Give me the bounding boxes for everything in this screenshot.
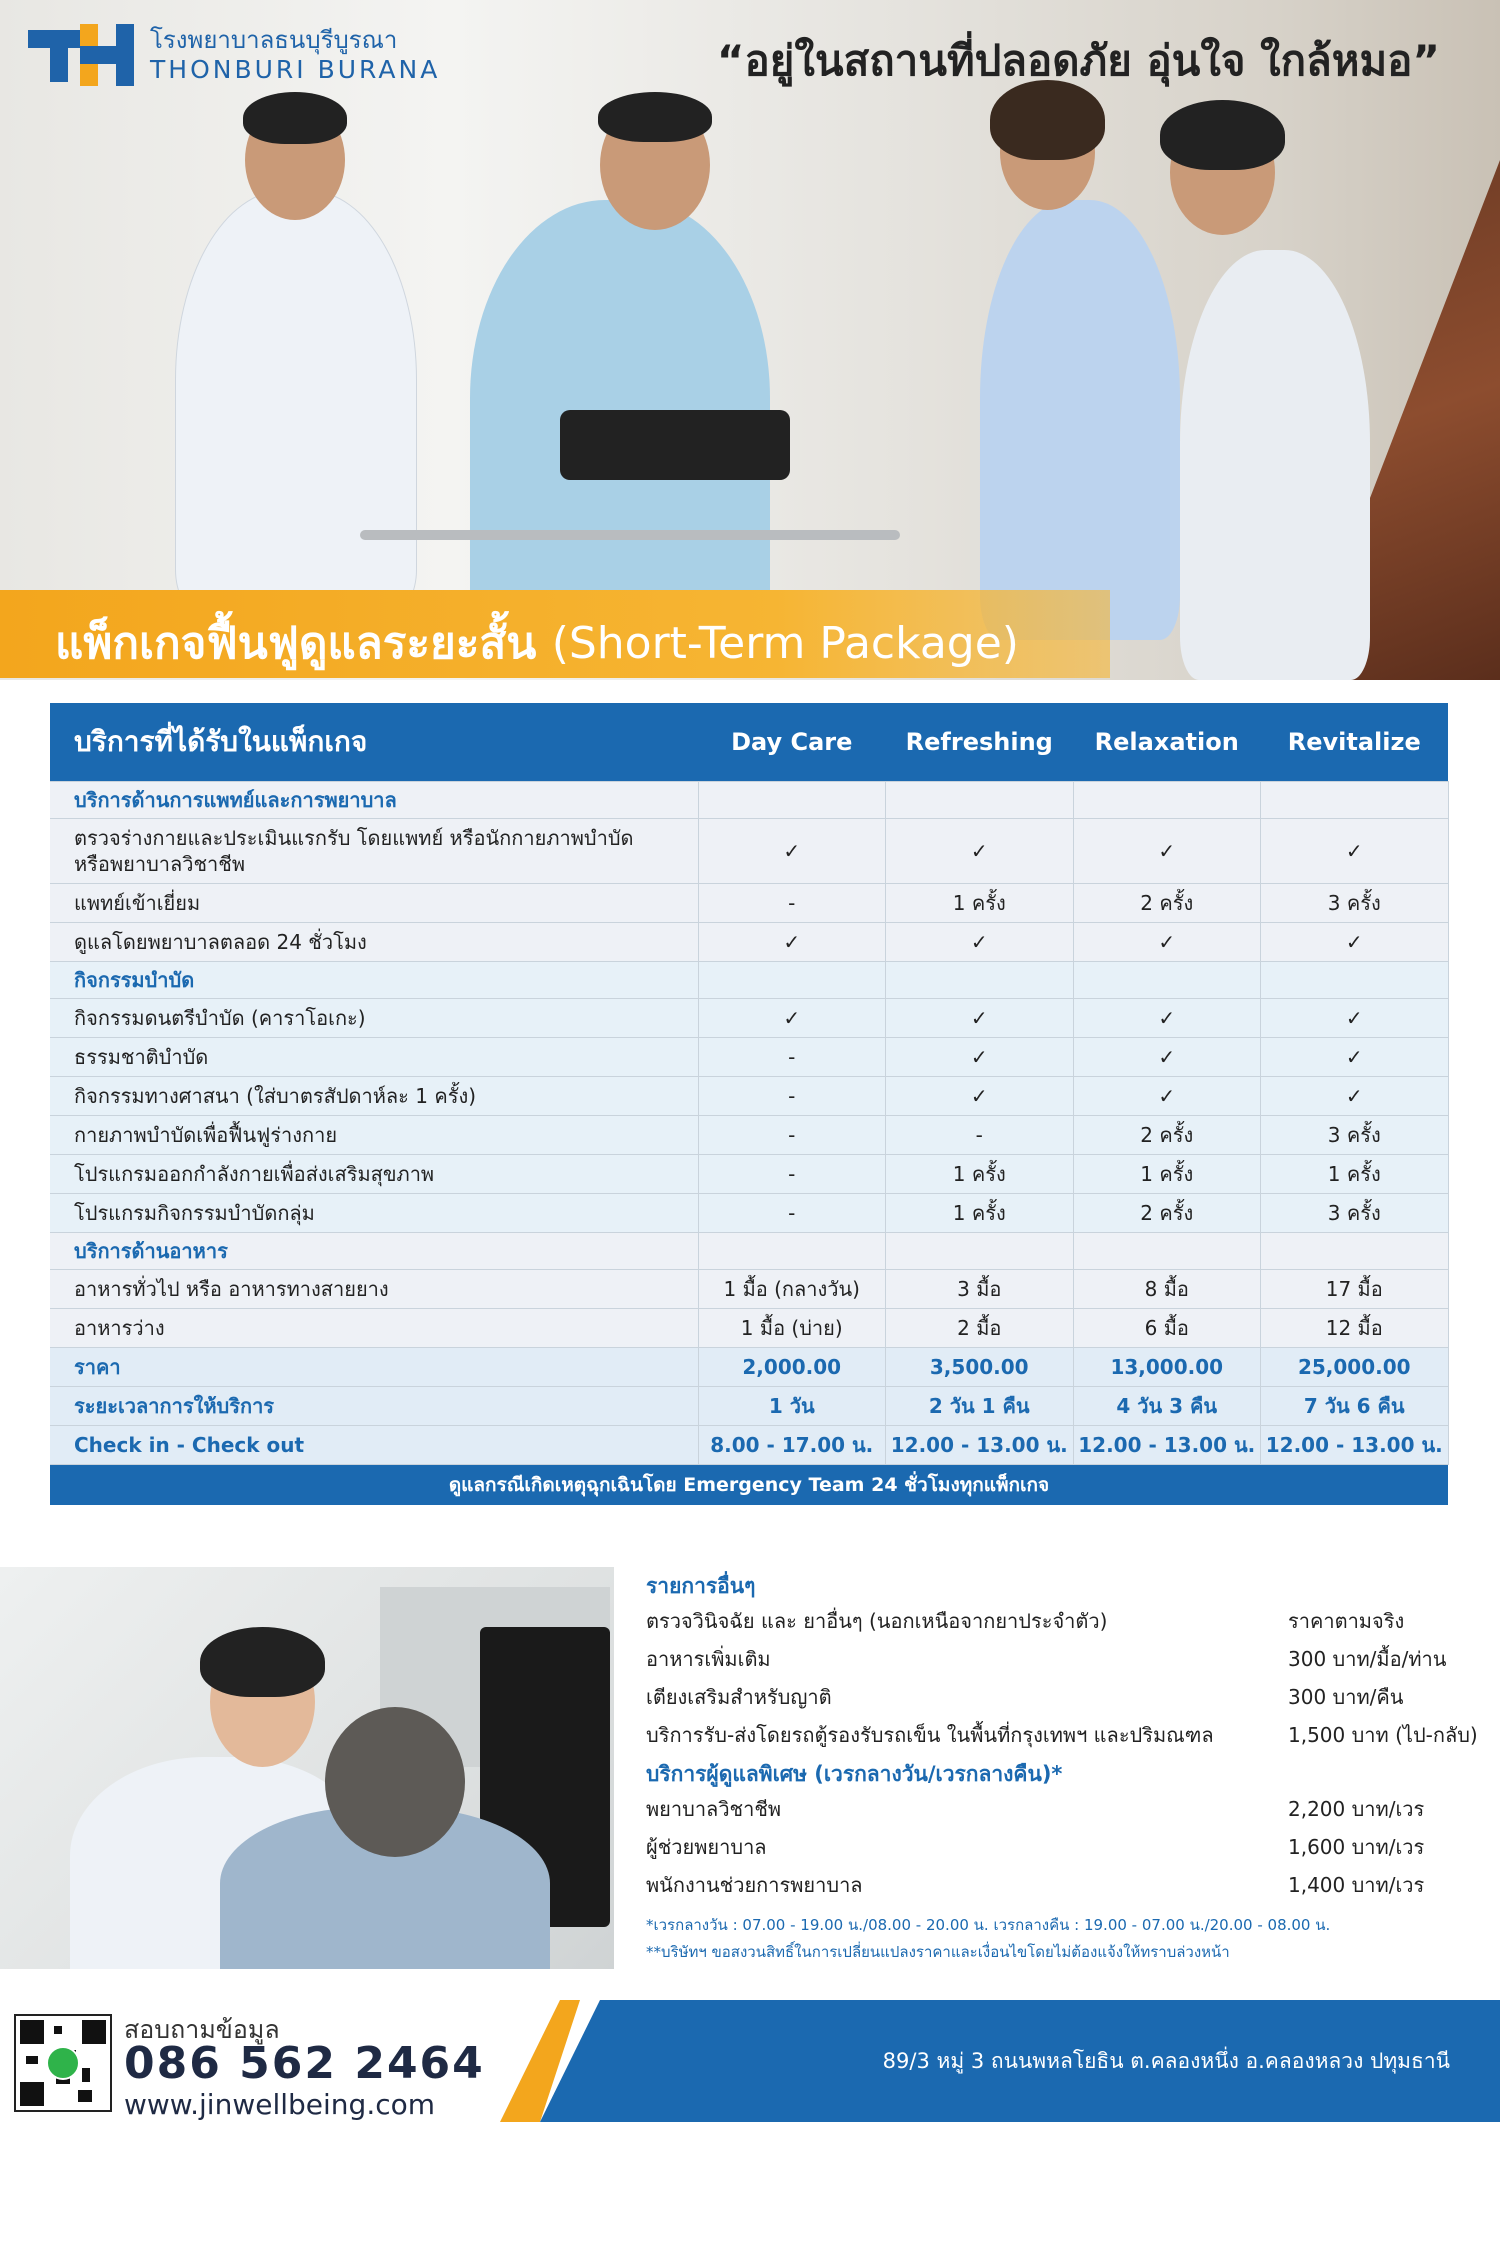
column-header-refreshing: Refreshing [886,703,1074,782]
special-care-title: บริการผู้ดูแลพิเศษ (เวรกลางวัน/เวรกลางคืน)* [646,1762,1063,1786]
disclaimer-note: **บริษัทฯ ขอสงวนสิทธิ์ในการเปลี่ยนแปลงราคาและเงื่อนไขโดยไม่ต้องแจ้งให้ทราบล่วงหน้า [646,1943,1230,1961]
package-title-english: (Short-Term Package) [551,618,1019,669]
website-link[interactable]: www.jinwellbeing.com [124,2088,436,2121]
column-header-relaxation: Relaxation [1073,703,1261,782]
section-header-medical: บริการด้านการแพทย์และการพยาบาล [50,782,1448,819]
slogan: “อยู่ในสถานที่ปลอดภัย อุ่นใจ ใกล้หมอ” [716,36,1440,85]
table-row: อาหารว่าง 1 มื้อ (บ่าย) 2 มื้อ 6 มื้อ 12 มื้อ [50,1309,1448,1348]
table-header-row [50,703,1448,782]
list-item: ตรวจวินิจฉัย และ ยาอื่นๆ (นอกเหนือจากยาประจำตัว) ราคาตามจริง [646,1609,1405,1633]
table-row: ดูแลโดยพยาบาลตลอด 24 ชั่วโมง ✓ ✓ ✓ ✓ [50,923,1448,962]
package-title-thai: แพ็กเกจฟื้นฟูดูแลระยะสั้น [55,618,537,669]
extras-title: รายการอื่นๆ [646,1574,756,1598]
table-row: ธรรมชาติบำบัด - ✓ ✓ ✓ [50,1038,1448,1077]
table-row: แพทย์เข้าเยี่ยม - 1 ครั้ง 2 ครั้ง 3 ครั้ง [50,884,1448,923]
section-header-food: บริการด้านอาหาร [50,1233,1448,1270]
table-row: กิจกรรมทางศาสนา (ใส่บาตรสัปดาห์ละ 1 ครั้ง) - ✓ ✓ ✓ [50,1077,1448,1116]
hospital-logo [28,24,440,86]
logo-mark-icon [28,24,138,86]
table-row: ตรวจร่างกายและประเมินแรกรับ โดยแพทย์ หรือนักกายภาพบำบัด หรือพยาบาลวิชาชีพ ✓ ✓ ✓ ✓ [50,819,1448,884]
consultation-photo [0,1567,614,1969]
checkin-row: Check in - Check out 8.00 - 17.00 น. 12.00 - 13.00 น. 12.00 - 13.00 น. 12.00 - 13.00 น. [50,1426,1448,1465]
logo-text-english: THONBURI BURANA [150,55,441,84]
table-row: กิจกรรมดนตรีบำบัด (คาราโอเกะ) ✓ ✓ ✓ ✓ [50,999,1448,1038]
table-row: โปรแกรมออกกำลังกายเพื่อส่งเสริมสุขภาพ - 1 ครั้ง 1 ครั้ง 1 ครั้ง [50,1155,1448,1194]
section-header-therapy: กิจกรรมบำบัด [50,962,1448,999]
logo-text-thai: โรงพยาบาลธนบุรีบูรณา [150,26,398,54]
mother-figure [1180,250,1370,680]
price-row: ราคา 2,000.00 3,500.00 13,000.00 25,000.00 [50,1348,1448,1387]
package-title [55,608,1019,678]
phone-number[interactable]: 086 562 2464 [124,2038,485,2089]
contact-label: สอบถามข้อมูล [124,2015,280,2044]
list-item: พนักงานช่วยการพยาบาล 1,400 บาท/เวร [646,1873,1425,1897]
doctor-figure [175,190,417,612]
column-header-day-care: Day Care [698,703,886,782]
table-row: อาหารทั่วไป หรือ อาหารทางสายยาง 1 มื้อ (กลางวัน) 3 มื้อ 8 มื้อ 17 มื้อ [50,1270,1448,1309]
qr-code-icon[interactable] [14,2014,112,2112]
package-table [50,703,1448,1505]
line-icon [46,2046,80,2080]
list-item: บริการรับ-ส่งโดยรถตู้รองรับรถเข็น ในพื้นที่กรุงเทพฯ และปริมณฑล 1,500 บาท (ไป-กลับ) [646,1723,1478,1747]
hero-photo [0,0,1500,680]
list-item: อาหารเพิ่มเติม 300 บาท/มื้อ/ท่าน [646,1647,1447,1671]
list-item: เตียงเสริมสำหรับญาติ 300 บาท/คืน [646,1685,1404,1709]
emergency-note: ดูแลกรณีเกิดเหตุฉุกเฉินโดย Emergency Team 24 ชั่วโมงทุกแพ็กเกจ [50,1465,1448,1505]
duration-row: ระยะเวลาการให้บริการ 1 วัน 2 วัน 1 คืน 4 วัน 3 คืน 7 วัน 6 คืน [50,1387,1448,1426]
table-row: กายภาพบำบัดเพื่อฟื้นฟูร่างกาย - - 2 ครั้ง 3 ครั้ง [50,1116,1448,1155]
daughter-figure [980,200,1180,640]
shift-note: *เวรกลางวัน : 07.00 - 19.00 น./08.00 - 20.00 น. เวรกลางคืน : 19.00 - 07.00 น./20.00 - 08.00 น. [646,1916,1331,1934]
footer [0,2000,1500,2195]
table-row: โปรแกรมกิจกรรมบำบัดกลุ่ม - 1 ครั้ง 2 ครั้ง 3 ครั้ง [50,1194,1448,1233]
column-header-revitalize: Revitalize [1261,703,1449,782]
extras-section [646,1570,1486,1966]
list-item: พยาบาลวิชาชีพ 2,200 บาท/เวร [646,1797,1425,1821]
address: 89/3 หมู่ 3 ถนนพหลโยธิน ต.คลองหนึ่ง อ.คลองหลวง ปทุมธานี 12120 [882,2049,1450,2195]
list-item: ผู้ช่วยพยาบาล 1,600 บาท/เวร [646,1835,1425,1859]
column-header-services: บริการที่ได้รับในแพ็กเกจ [50,703,698,782]
